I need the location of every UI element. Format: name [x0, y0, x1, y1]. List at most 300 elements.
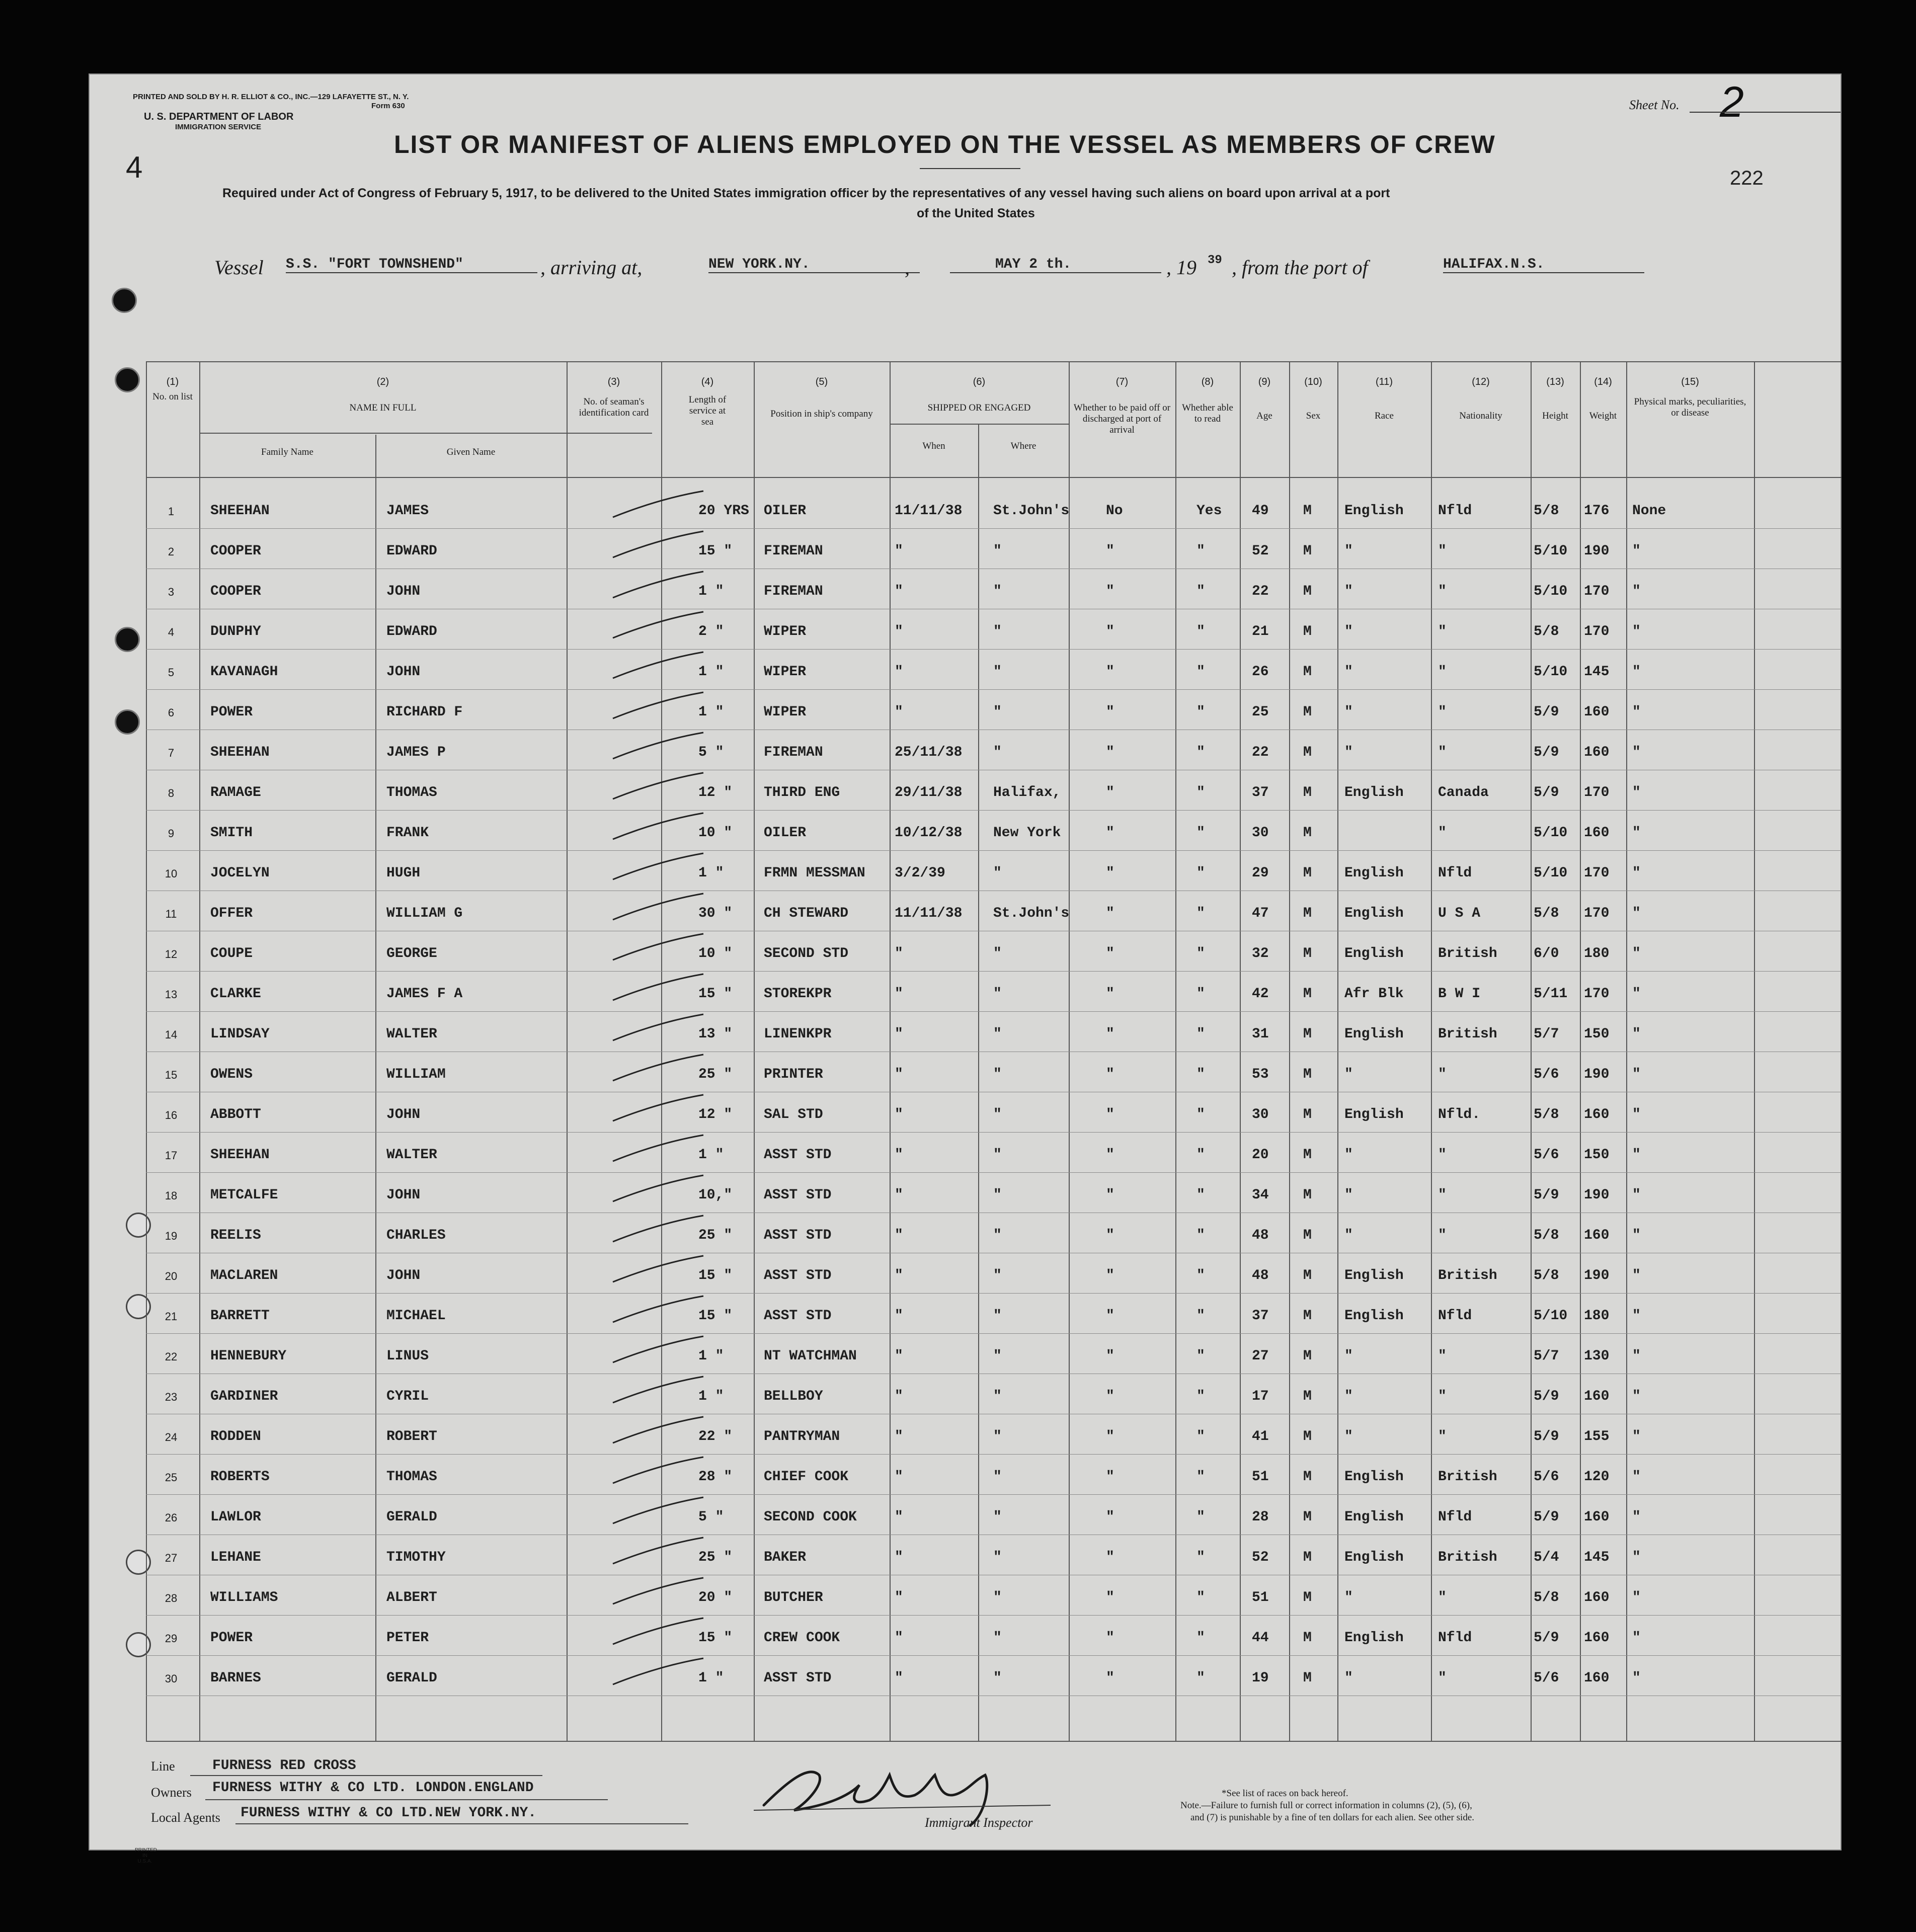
- cell-service: 1 ": [698, 1147, 724, 1163]
- cell-read: ": [1196, 825, 1205, 841]
- col-header: Where: [1010, 441, 1036, 451]
- cell-sex: M: [1303, 664, 1312, 680]
- cell-when: ": [895, 1389, 903, 1404]
- cell-service: 5 ": [698, 745, 724, 760]
- cell-weight: 145: [1584, 664, 1610, 680]
- cell-given: JAMES P: [386, 745, 446, 760]
- cell-weight: 176: [1584, 503, 1610, 519]
- row-number: 20: [165, 1270, 178, 1282]
- col-header: NAME IN FULL: [349, 403, 417, 413]
- row-rule: [146, 649, 1842, 650]
- cell-read: ": [1196, 1147, 1205, 1163]
- cell-paid: ": [1106, 1630, 1114, 1646]
- cell-position: OILER: [764, 503, 807, 519]
- cell-family: HENNEBURY: [210, 1348, 287, 1364]
- handwritten-check-mark: [608, 1091, 708, 1126]
- cell-age: 28: [1252, 1509, 1269, 1525]
- page-number: 222: [1730, 167, 1764, 189]
- cell-read: ": [1196, 1670, 1205, 1686]
- cell-position: WIPER: [764, 704, 807, 720]
- cell-sex: M: [1303, 1147, 1312, 1163]
- arrival-year: 39: [1208, 254, 1222, 267]
- cell-family: METCALFE: [210, 1187, 278, 1203]
- handwritten-check-mark: [608, 1252, 708, 1287]
- owners-value: FURNESS WITHY & CO LTD. LONDON.ENGLAND: [212, 1780, 534, 1796]
- cell-height: 5/11: [1534, 986, 1568, 1002]
- cell-paid: ": [1106, 1550, 1114, 1565]
- cell-marks: ": [1632, 1228, 1641, 1243]
- cell-age: 51: [1252, 1469, 1269, 1485]
- cell-when: ": [895, 1590, 903, 1605]
- row-rule: [146, 1615, 1842, 1616]
- cell-age: 19: [1252, 1670, 1269, 1686]
- cell-family: OWENS: [210, 1067, 253, 1082]
- cell-service: 25 ": [698, 1228, 733, 1243]
- cell-nationality: ": [1438, 543, 1447, 559]
- handwritten-check-mark: [608, 930, 708, 965]
- cell-weight: 160: [1584, 825, 1610, 841]
- cell-where: ": [993, 1550, 1002, 1565]
- cell-service: 28 ": [698, 1469, 733, 1485]
- row-number: 11: [165, 908, 177, 920]
- cell-age: 20: [1252, 1147, 1269, 1163]
- cell-marks: ": [1632, 825, 1641, 841]
- cell-sex: M: [1303, 1348, 1312, 1364]
- manifest-sheet: [89, 73, 1842, 1864]
- cell-position: FIREMAN: [764, 745, 823, 760]
- cell-service: 25 ": [698, 1067, 733, 1082]
- cell-given: JAMES: [386, 503, 429, 519]
- cell-age: 44: [1252, 1630, 1269, 1646]
- cell-nationality: ": [1438, 1670, 1447, 1686]
- cell-position: THIRD ENG: [764, 785, 840, 800]
- cell-given: CYRIL: [386, 1389, 429, 1404]
- cell-race: English: [1344, 865, 1404, 881]
- cell-marks: ": [1632, 1509, 1641, 1525]
- col-header: Race: [1375, 411, 1394, 421]
- cell-read: ": [1196, 1026, 1205, 1042]
- row-number: 1: [168, 505, 175, 518]
- cell-sex: M: [1303, 1107, 1312, 1122]
- cell-paid: ": [1106, 1348, 1114, 1364]
- cell-height: 5/10: [1534, 825, 1568, 841]
- table-top-rule: [146, 361, 1842, 362]
- cell-paid: ": [1106, 946, 1114, 961]
- col-header: No. of seaman's identification card: [579, 396, 649, 418]
- cell-where: St.John's: [993, 906, 1070, 921]
- cell-paid: ": [1106, 745, 1114, 760]
- agents-label: Local Agents: [151, 1810, 220, 1825]
- cell-read: ": [1196, 1389, 1205, 1404]
- cell-sex: M: [1303, 1630, 1312, 1646]
- cell-where: ": [993, 1147, 1002, 1163]
- cell-read: ": [1196, 1469, 1205, 1485]
- cell-race: ": [1344, 1389, 1353, 1404]
- cell-where: St.John's: [993, 503, 1070, 519]
- cell-race: ": [1344, 1147, 1353, 1163]
- cell-when: ": [895, 543, 903, 559]
- row-rule: [146, 850, 1842, 851]
- handwritten-check-mark: [608, 1413, 708, 1448]
- cell-family: SHEEHAN: [210, 745, 270, 760]
- cell-when: ": [895, 584, 903, 599]
- cell-service: 1 ": [698, 1348, 724, 1364]
- cell-marks: ": [1632, 1670, 1641, 1686]
- cell-weight: 160: [1584, 1228, 1610, 1243]
- cell-position: SECOND COOK: [764, 1509, 857, 1525]
- cell-marks: ": [1632, 1550, 1641, 1565]
- cell-position: PANTRYMAN: [764, 1429, 840, 1444]
- cell-nationality: Canada: [1438, 785, 1489, 800]
- punch-hole: [112, 288, 137, 313]
- arrival-port: NEW YORK.NY.: [708, 257, 920, 273]
- cell-position: PRINTER: [764, 1067, 823, 1082]
- row-number: 3: [168, 586, 175, 598]
- cell-race: ": [1344, 543, 1353, 559]
- cell-family: REELIS: [210, 1228, 261, 1243]
- cell-read: ": [1196, 1550, 1205, 1565]
- cell-when: ": [895, 946, 903, 961]
- cell-weight: 155: [1584, 1429, 1610, 1444]
- cell-when: ": [895, 1670, 903, 1686]
- col-header: No. on list: [152, 391, 193, 402]
- cell-weight: 120: [1584, 1469, 1610, 1485]
- cell-when: ": [895, 1550, 903, 1565]
- cell-race: English: [1344, 1308, 1404, 1324]
- cell-weight: 160: [1584, 704, 1610, 720]
- cell-when: ": [895, 664, 903, 680]
- row-rule: [146, 1454, 1842, 1455]
- cell-position: ASST STD: [764, 1308, 832, 1324]
- cell-marks: ": [1632, 946, 1641, 961]
- cell-marks: ": [1632, 1026, 1641, 1042]
- cell-height: 5/9: [1534, 1509, 1559, 1525]
- cell-service: 1 ": [698, 664, 724, 680]
- year-prefix: , 19: [1166, 256, 1196, 279]
- cell-weight: 170: [1584, 624, 1610, 639]
- col-num: (5): [815, 376, 828, 387]
- col-header: Whether able to read: [1182, 403, 1233, 424]
- cell-when: ": [895, 1469, 903, 1485]
- cell-position: CHIEF COOK: [764, 1469, 849, 1485]
- handwritten-check-mark: [608, 527, 708, 562]
- cell-given: WILLIAM G: [386, 906, 463, 921]
- handwritten-check-mark: [608, 1051, 708, 1086]
- cell-position: BELLBOY: [764, 1389, 823, 1404]
- table-bottom-rule: [146, 1741, 1842, 1742]
- cell-marks: ": [1632, 1147, 1641, 1163]
- row-rule: [146, 1494, 1842, 1495]
- cell-paid: ": [1106, 1429, 1114, 1444]
- cell-nationality: ": [1438, 1147, 1447, 1163]
- cell-weight: 180: [1584, 1308, 1610, 1324]
- cell-height: 5/10: [1534, 543, 1568, 559]
- cell-given: WALTER: [386, 1147, 437, 1163]
- cell-sex: M: [1303, 1670, 1312, 1686]
- cell-age: 49: [1252, 503, 1269, 519]
- cell-where: Halifax,: [993, 785, 1061, 800]
- cell-family: COUPE: [210, 946, 253, 961]
- cell-paid: No: [1106, 503, 1123, 519]
- row-number: 5: [168, 666, 175, 679]
- cell-where: ": [993, 1228, 1002, 1243]
- row-number: 15: [165, 1069, 178, 1081]
- cell-paid: ": [1106, 1469, 1114, 1485]
- page-title: LIST OR MANIFEST OF ALIENS EMPLOYED ON THE VESSEL AS MEMBERS OF CREW: [394, 130, 1496, 158]
- row-number: 26: [165, 1511, 178, 1524]
- cell-paid: ": [1106, 1026, 1114, 1042]
- header-bottom-rule: [146, 477, 1842, 478]
- handwritten-check-mark: [608, 1171, 708, 1206]
- cell-read: ": [1196, 1107, 1205, 1122]
- from-label: , from the port of: [1232, 256, 1368, 279]
- handwritten-check-mark: [608, 1574, 708, 1609]
- cell-weight: 190: [1584, 543, 1610, 559]
- cell-age: 37: [1252, 785, 1269, 800]
- cell-height: 6/0: [1534, 946, 1559, 961]
- cell-family: SMITH: [210, 825, 253, 841]
- cell-service: 22 ": [698, 1429, 733, 1444]
- footer-rule: [205, 1799, 608, 1800]
- col-header: Physical marks, peculiarities, or disease: [1634, 396, 1746, 418]
- cell-when: ": [895, 1348, 903, 1364]
- cell-race: ": [1344, 584, 1353, 599]
- cell-given: GERALD: [386, 1670, 437, 1686]
- races-note: *See list of races on back hereof.: [1222, 1788, 1348, 1799]
- cell-weight: 160: [1584, 1670, 1610, 1686]
- cell-given: CHARLES: [386, 1228, 446, 1243]
- cell-weight: 190: [1584, 1067, 1610, 1082]
- cell-paid: ": [1106, 1509, 1114, 1525]
- cell-position: NT WATCHMAN: [764, 1348, 857, 1364]
- cell-given: GEORGE: [386, 946, 437, 961]
- row-rule: [146, 810, 1842, 811]
- cell-service: 1 ": [698, 1389, 724, 1404]
- cell-when: ": [895, 1308, 903, 1324]
- cell-nationality: ": [1438, 1348, 1447, 1364]
- cell-family: BARNES: [210, 1670, 261, 1686]
- handwritten-check-mark: [608, 1292, 708, 1327]
- col-num: (14): [1594, 376, 1612, 387]
- cell-age: 41: [1252, 1429, 1269, 1444]
- col-header: Weight: [1589, 411, 1617, 421]
- cell-where: ": [993, 745, 1002, 760]
- cell-read: ": [1196, 1509, 1205, 1525]
- cell-marks: ": [1632, 1590, 1641, 1605]
- cell-given: GERALD: [386, 1509, 437, 1525]
- cell-race: English: [1344, 1509, 1404, 1525]
- cell-nationality: ": [1438, 1228, 1447, 1243]
- cell-read: ": [1196, 1429, 1205, 1444]
- cell-age: 32: [1252, 946, 1269, 961]
- cell-marks: ": [1632, 1067, 1641, 1082]
- cell-read: ": [1196, 906, 1205, 921]
- cell-nationality: Nfld: [1438, 1509, 1472, 1525]
- subtitle-line-1: Required under Act of Congress of February 5, 1917, to be delivered to the United States immigration officer by the representatives of any vessel having such aliens on board upon arrival at a port: [222, 186, 1390, 200]
- cell-marks: ": [1632, 1348, 1641, 1364]
- cell-given: EDWARD: [386, 543, 437, 559]
- cell-marks: None: [1632, 503, 1666, 519]
- cell-race: ": [1344, 624, 1353, 639]
- cell-race: English: [1344, 946, 1404, 961]
- cell-sex: M: [1303, 1308, 1312, 1324]
- row-number: 9: [168, 827, 175, 840]
- cell-sex: M: [1303, 1590, 1312, 1605]
- row-number: 24: [165, 1431, 178, 1443]
- cell-sex: M: [1303, 624, 1312, 639]
- cell-service: 13 ": [698, 1026, 733, 1042]
- cell-age: 53: [1252, 1067, 1269, 1082]
- cell-paid: ": [1106, 825, 1114, 841]
- owners-label: Owners: [151, 1785, 192, 1800]
- line-label: Line: [151, 1759, 175, 1774]
- cell-paid: ": [1106, 584, 1114, 599]
- cell-paid: ": [1106, 1590, 1114, 1605]
- cell-sex: M: [1303, 584, 1312, 599]
- row-rule: [146, 1132, 1842, 1133]
- agents-value: FURNESS WITHY & CO LTD.NEW YORK.NY.: [241, 1805, 537, 1821]
- failure-note-2: and (7) is punishable by a fine of ten dollars for each alien. See other side.: [1190, 1812, 1475, 1823]
- cell-given: JOHN: [386, 1268, 421, 1283]
- cell-marks: ": [1632, 1469, 1641, 1485]
- col-header: SHIPPED OR ENGAGED: [927, 403, 1031, 413]
- cell-race: ": [1344, 1067, 1353, 1082]
- cell-read: ": [1196, 865, 1205, 881]
- row-number: 12: [165, 948, 178, 960]
- row-number: 13: [165, 988, 178, 1001]
- cell-weight: 170: [1584, 906, 1610, 921]
- col-num: (12): [1472, 376, 1490, 387]
- row-rule: [146, 689, 1842, 690]
- cell-read: ": [1196, 543, 1205, 559]
- cell-weight: 170: [1584, 986, 1610, 1002]
- cell-where: ": [993, 1308, 1002, 1324]
- row-number: 30: [165, 1672, 178, 1685]
- cell-height: 5/7: [1534, 1026, 1559, 1042]
- handwritten-check-mark: [608, 809, 708, 844]
- cell-service: 15 ": [698, 1308, 733, 1324]
- cell-family: COOPER: [210, 543, 261, 559]
- cell-read: ": [1196, 946, 1205, 961]
- cell-read: ": [1196, 1308, 1205, 1324]
- cell-nationality: Nfld: [1438, 865, 1472, 881]
- cell-service: 2 ": [698, 624, 724, 639]
- cell-marks: ": [1632, 1187, 1641, 1203]
- cell-sex: M: [1303, 1469, 1312, 1485]
- cell-nationality: U S A: [1438, 906, 1481, 921]
- cell-sex: M: [1303, 865, 1312, 881]
- cell-position: CH STEWARD: [764, 906, 849, 921]
- cell-age: 22: [1252, 584, 1269, 599]
- col-header: Position in ship's company: [770, 409, 873, 419]
- row-rule: [146, 528, 1842, 529]
- cell-where: ": [993, 1630, 1002, 1646]
- cell-position: ASST STD: [764, 1147, 832, 1163]
- cell-when: ": [895, 1026, 903, 1042]
- punch-hole: [115, 709, 140, 735]
- row-number: 16: [165, 1109, 178, 1121]
- row-number: 8: [168, 787, 175, 799]
- cell-weight: 190: [1584, 1268, 1610, 1283]
- cell-sex: M: [1303, 1228, 1312, 1243]
- col-header: Family Name: [261, 447, 313, 457]
- cell-nationality: British: [1438, 1550, 1497, 1565]
- cell-height: 5/6: [1534, 1670, 1559, 1686]
- cell-paid: ": [1106, 865, 1114, 881]
- cell-when: ": [895, 1509, 903, 1525]
- cell-where: ": [993, 704, 1002, 720]
- cell-service: 15 ": [698, 543, 733, 559]
- cell-given: HUGH: [386, 865, 421, 881]
- cell-given: WILLIAM: [386, 1067, 446, 1082]
- cell-height: 5/9: [1534, 1389, 1559, 1404]
- cell-nationality: Nfld: [1438, 503, 1472, 519]
- cell-given: MICHAEL: [386, 1308, 446, 1324]
- sub-rule: [890, 424, 1069, 425]
- cell-paid: ": [1106, 1670, 1114, 1686]
- cell-race: ": [1344, 1228, 1353, 1243]
- cell-weight: 180: [1584, 946, 1610, 961]
- cell-given: JOHN: [386, 664, 421, 680]
- cell-height: 5/8: [1534, 624, 1559, 639]
- cell-position: CREW COOK: [764, 1630, 840, 1646]
- col-num: (13): [1546, 376, 1564, 387]
- row-number: 4: [168, 626, 175, 638]
- handwritten-check-mark: [608, 568, 708, 603]
- cell-height: 5/8: [1534, 1268, 1559, 1283]
- cell-where: ": [993, 1389, 1002, 1404]
- footer-rule: [235, 1823, 688, 1824]
- cell-position: OILER: [764, 825, 807, 841]
- cell-race: ": [1344, 1670, 1353, 1686]
- cell-sex: M: [1303, 1389, 1312, 1404]
- col-rule: [375, 435, 376, 1741]
- col-num: (3): [607, 376, 620, 387]
- cell-read: ": [1196, 785, 1205, 800]
- cell-when: ": [895, 1147, 903, 1163]
- cell-height: 5/6: [1534, 1067, 1559, 1082]
- cell-service: 15 ": [698, 1268, 733, 1283]
- cell-marks: ": [1632, 664, 1641, 680]
- cell-when: 11/11/38: [895, 503, 963, 519]
- cell-service: 10,": [698, 1187, 733, 1203]
- cell-given: FRANK: [386, 825, 429, 841]
- arriving-label: , arriving at,: [540, 256, 643, 279]
- cell-sex: M: [1303, 825, 1312, 841]
- row-number: 29: [165, 1632, 178, 1645]
- cell-paid: ": [1106, 704, 1114, 720]
- cell-height: 5/8: [1534, 1590, 1559, 1605]
- cell-nationality: British: [1438, 1268, 1497, 1283]
- col-header: Length of service at sea: [688, 394, 727, 427]
- margin-mark: 4: [126, 150, 143, 184]
- cell-race: English: [1344, 906, 1404, 921]
- col-header: When: [922, 441, 945, 451]
- arrival-date: MAY 2 th.: [950, 257, 1161, 273]
- cell-sex: M: [1303, 704, 1312, 720]
- cell-sex: M: [1303, 906, 1312, 921]
- col-num: (10): [1304, 376, 1322, 387]
- row-number: 6: [168, 706, 175, 719]
- col-header: Given Name: [446, 447, 496, 457]
- cell-where: ": [993, 1026, 1002, 1042]
- cell-marks: ": [1632, 624, 1641, 639]
- cell-nationality: ": [1438, 825, 1447, 841]
- cell-marks: ": [1632, 1389, 1641, 1404]
- cell-paid: ": [1106, 624, 1114, 639]
- handwritten-check-mark: [608, 1534, 708, 1569]
- cell-given: JAMES F A: [386, 986, 463, 1002]
